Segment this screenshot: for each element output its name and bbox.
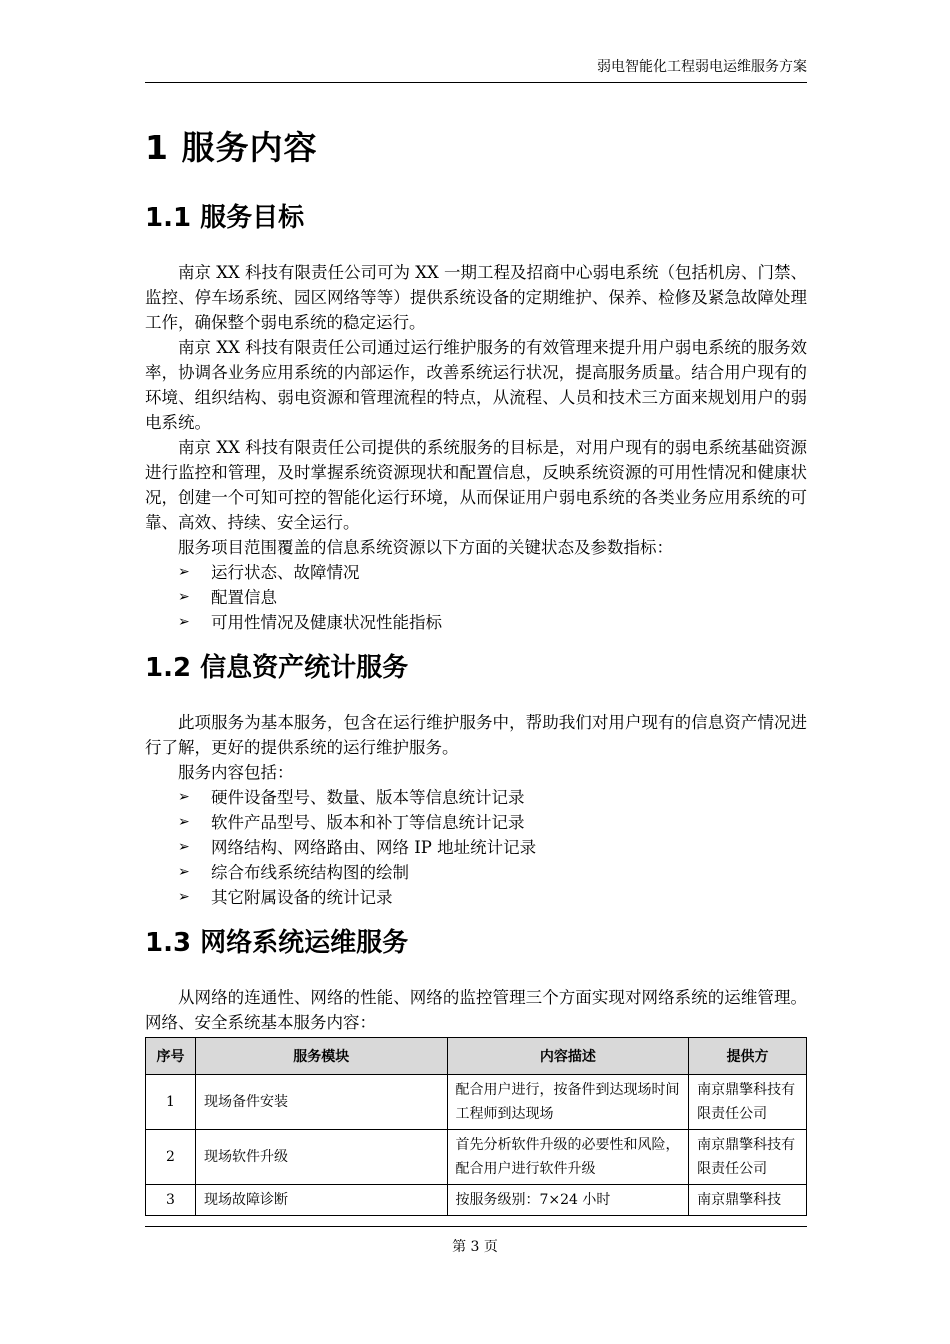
table-header-cell: 提供方 (689, 1038, 807, 1075)
list-item: ➢ 综合布线系统结构图的绘制 (145, 860, 807, 885)
table-row (146, 1130, 807, 1185)
section-heading-1-3: 1.3 网络系统运维服务 (145, 928, 409, 958)
paragraph: 此项服务为基本服务，包含在运行维护服务中，帮助我们对用户现有的信息资产情况进行了解，更好的提供系统的运行维护服务。 (145, 713, 807, 757)
section-heading-1-2: 1.2 信息资产统计服务 (145, 653, 409, 683)
service-table (145, 1037, 807, 1216)
arrow-bullet-icon: ➢ (178, 814, 190, 830)
table-cell: 按服务级别：7×24 小时 (447, 1185, 689, 1216)
table-header-cell: 内容描述 (447, 1038, 689, 1075)
paragraph: 南京 XX 科技有限责任公司通过运行维护服务的有效管理来提升用户弱电系统的服务效率，协调各业务应用系统的内部运作，改善系统运行状况，提高服务质量。结合用户现有的环境、组织结构、弱电资源和管理流程的特点，从流程、人员和技术三方面来规划用户的弱电系统。 (145, 338, 807, 432)
page-header (145, 52, 807, 83)
table-cell: 配合用户进行，按备件到达现场时间工程师到达现场 (447, 1075, 689, 1130)
table-cell: 现场软件升级 (195, 1130, 447, 1185)
header-title: 弱电智能化工程弱电运维服务方案 (597, 59, 807, 75)
page-number: 第 3 页 (452, 1239, 498, 1255)
bullet-list (145, 560, 807, 635)
list-item: ➢ 软件产品型号、版本和补丁等信息统计记录 (145, 810, 807, 835)
table-cell: 南京鼎擎科技有限责任公司 (689, 1130, 807, 1185)
table-cell: 南京鼎擎科技 (689, 1185, 807, 1216)
list-item: ➢ 运行状态、故障情况 (145, 560, 807, 585)
arrow-bullet-icon: ➢ (178, 589, 190, 605)
document-body (145, 112, 807, 1216)
table-row (146, 1075, 807, 1130)
table-row (146, 1185, 807, 1216)
arrow-bullet-icon: ➢ (178, 614, 190, 630)
chapter-heading: 1 服务内容 (145, 128, 318, 167)
paragraph: 南京 XX 科技有限责任公司可为 XX 一期工程及招商中心弱电系统（包括机房、门禁、监控、停车场系统、园区网络等等）提供系统设备的定期维护、保养、检修及紧急故障处理工作，确保整个弱电系统的稳定运行。 (145, 263, 807, 332)
bullet-list (145, 785, 807, 910)
table-header-row (146, 1038, 807, 1075)
arrow-bullet-icon: ➢ (178, 789, 190, 805)
table-header-cell: 服务模块 (195, 1038, 447, 1075)
table-cell: 现场备件安装 (195, 1075, 447, 1130)
section-heading-1-1: 1.1 服务目标 (145, 203, 305, 233)
arrow-bullet-icon: ➢ (178, 564, 190, 580)
paragraph: 服务内容包括： (178, 763, 294, 782)
table-cell: 2 (146, 1130, 196, 1185)
table-cell: 首先分析软件升级的必要性和风险，配合用户进行软件升级 (447, 1130, 689, 1185)
table-cell: 现场故障诊断 (195, 1185, 447, 1216)
list-item: ➢ 可用性情况及健康状况性能指标 (145, 610, 807, 635)
arrow-bullet-icon: ➢ (178, 839, 190, 855)
paragraph: 南京 XX 科技有限责任公司提供的系统服务的目标是，对用户现有的弱电系统基础资源进行监控和管理，及时掌握系统资源现状和配置信息，反映系统资源的可用性情况和健康状况，创建一个可知可控的智能化运行环境，从而保证用户弱电系统的各类业务应用系统的可靠、高效、持续、安全运行。 (145, 438, 807, 532)
list-item: ➢ 网络结构、网络路由、网络 IP 地址统计记录 (145, 835, 807, 860)
list-item: ➢ 配置信息 (145, 585, 807, 610)
table-cell: 3 (146, 1185, 196, 1216)
arrow-bullet-icon: ➢ (178, 889, 190, 905)
paragraph: 服务项目范围覆盖的信息系统资源以下方面的关键状态及参数指标： (178, 538, 673, 557)
table-header-cell: 序号 (146, 1038, 196, 1075)
list-item: ➢ 其它附属设备的统计记录 (145, 885, 807, 910)
footer-divider (145, 1226, 807, 1227)
paragraph: 从网络的连通性、网络的性能、网络的监控管理三个方面实现对网络系统的运维管理。网络、安全系统基本服务内容： (145, 988, 807, 1032)
table-cell: 1 (146, 1075, 196, 1130)
arrow-bullet-icon: ➢ (178, 864, 190, 880)
table-cell: 南京鼎擎科技有限责任公司 (689, 1075, 807, 1130)
list-item: ➢ 硬件设备型号、数量、版本等信息统计记录 (145, 785, 807, 810)
